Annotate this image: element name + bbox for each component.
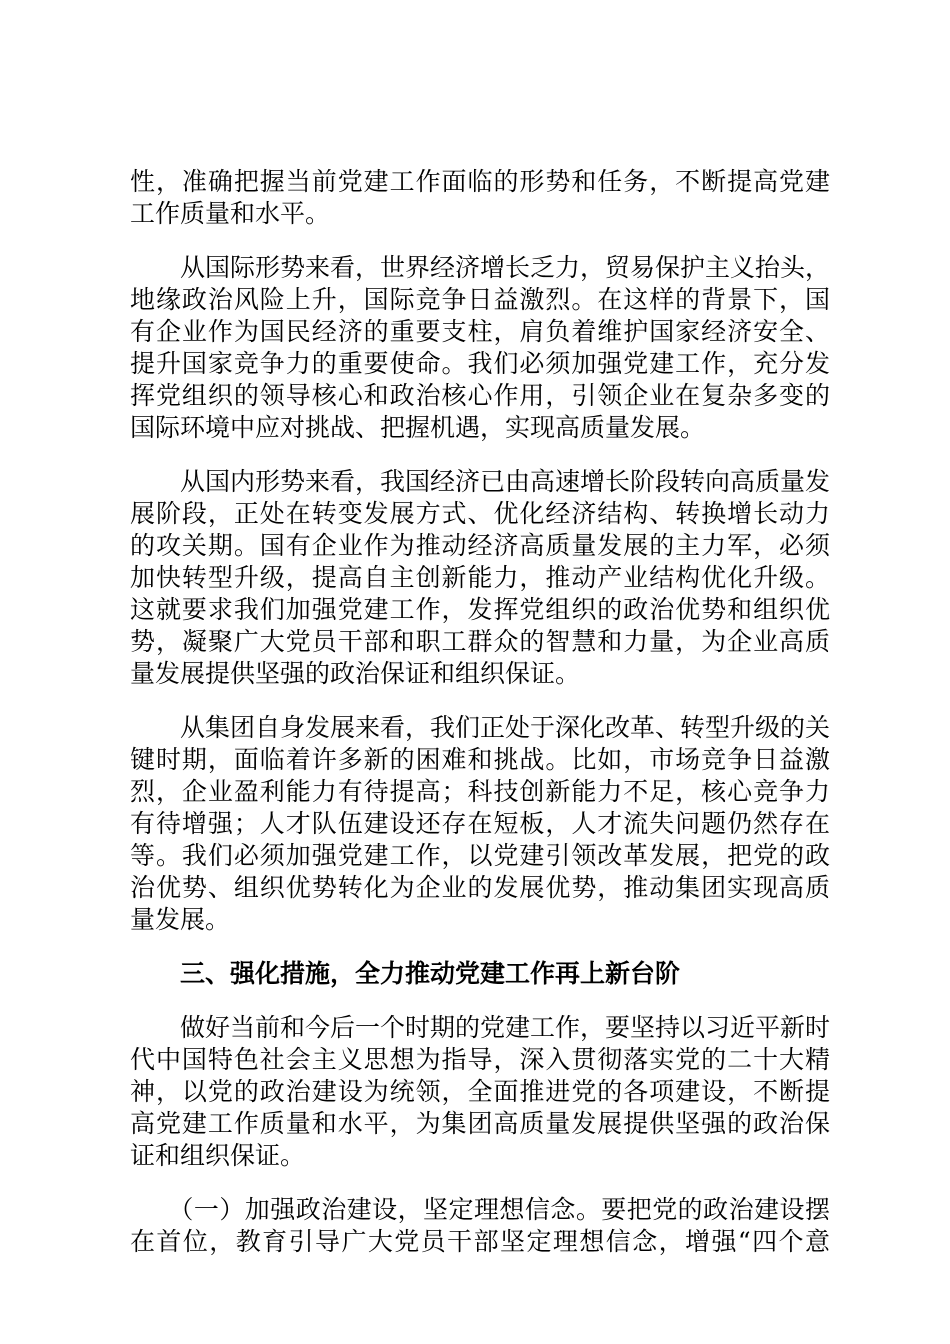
text-line: 治优势、组织优势转化为企业的发展优势，推动集团实现高质 (130, 873, 830, 902)
text-line: 提升国家竞争力的重要使命。我们必须加强党建工作，充分发 (130, 349, 830, 378)
text-line: 从集团自身发展来看，我们正处于深化改革、转型升级的关 (130, 713, 830, 742)
heading-text: 三、强化措施，全力推动党建工作再上新台阶 (130, 959, 681, 988)
document-body (130, 166, 830, 1280)
text-line: 势，凝聚广大党员干部和职工群众的智慧和力量，为企业高质 (130, 627, 830, 656)
text-line: 展阶段，正处在转变发展方式、优化经济结构、转换增长动力 (130, 499, 830, 528)
text-line: （一）加强政治建设，坚定理想信念。要把党的政治建设摆 (130, 1195, 830, 1224)
text-line: 从国内形势来看，我国经济已由高速增长阶段转向高质量发 (130, 467, 830, 496)
text-line: 神，以党的政治建设为统领，全面推进党的各项建设，不断提 (130, 1077, 830, 1106)
section-heading (130, 958, 830, 990)
text-line: 等。我们必须加强党建工作，以党建引领改革发展，把党的政 (130, 841, 830, 870)
text-line: 国际环境中应对挑战、把握机遇，实现高质量发展。 (130, 413, 706, 442)
paragraph-continuation (130, 166, 830, 230)
text-line: 量发展。 (130, 905, 231, 934)
text-line: 挥党组织的领导核心和政治核心作用，引领企业在复杂多变的 (130, 381, 830, 410)
text-line: 证和组织保证。 (130, 1141, 306, 1170)
text-line: 高党建工作质量和水平，为集团高质量发展提供坚强的政治保 (130, 1109, 830, 1138)
text-line: 量发展提供坚强的政治保证和组织保证。 (130, 659, 581, 688)
text-line: 性，准确把握当前党建工作面临的形势和任务，不断提高党建 (130, 167, 830, 196)
text-line: 有企业作为国民经济的重要支柱，肩负着维护国家经济安全、 (130, 317, 830, 346)
paragraph-international-situation (130, 252, 830, 444)
text-line: 的攻关期。国有企业作为推动经济高质量发展的主力军，必须 (130, 531, 830, 560)
text-line: 工作质量和水平。 (130, 199, 331, 228)
paragraph-domestic-situation (130, 466, 830, 690)
text-line: 地缘政治风险上升，国际竞争日益激烈。在这样的背景下，国 (130, 285, 830, 314)
text-line: 有待增强；人才队伍建设还存在短板，人才流失问题仍然存在 (130, 809, 830, 838)
text-line: 烈，企业盈利能力有待提高；科技创新能力不足，核心竞争力 (130, 777, 830, 806)
paragraph-political-building (130, 1194, 830, 1258)
paragraph-group-development (130, 712, 830, 936)
text-line: 加快转型升级，提高自主创新能力，推动产业结构优化升级。 (130, 563, 830, 592)
text-line: 代中国特色社会主义思想为指导，深入贯彻落实党的二十大精 (130, 1045, 830, 1074)
text-line: 键时期，面临着许多新的困难和挑战。比如，市场竞争日益激 (130, 745, 830, 774)
text-line: 这就要求我们加强党建工作，发挥党组织的政治优势和组织优 (130, 595, 830, 624)
text-line: 做好当前和今后一个时期的党建工作，要坚持以习近平新时 (130, 1013, 830, 1042)
paragraph-guiding-principle (130, 1012, 830, 1172)
text-line: 从国际形势来看，世界经济增长乏力，贸易保护主义抬头， (130, 253, 830, 282)
text-line: 在首位，教育引导广大党员干部坚定理想信念，增强“四个意 (130, 1227, 830, 1256)
